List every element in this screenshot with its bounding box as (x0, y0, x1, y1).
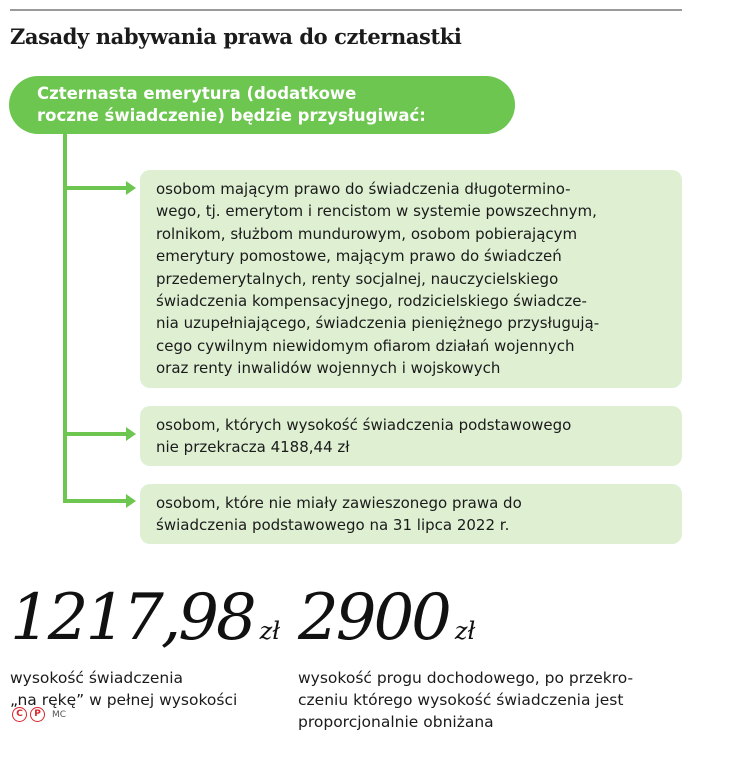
condition-line: emerytury pomostowe, mającym prawo do świadczeń (156, 247, 562, 266)
top-rule (10, 9, 682, 11)
publisher-icon: P (30, 707, 45, 722)
condition-line: świadczenia kompensacyjnego, rodzicielskiego świadcze- (156, 292, 587, 311)
connector-branch-2 (63, 432, 127, 436)
author-initials: MC (52, 709, 67, 720)
condition-line: osobom, które nie miały zawieszonego prawa do (156, 494, 522, 512)
stat-description (10, 667, 280, 711)
condition-line: osobom, których wysokość świadczenia podstawowego (156, 416, 572, 434)
connector-branch-3 (63, 499, 127, 503)
condition-line: oraz renty inwalidów wojennych i wojskowych (156, 359, 501, 378)
credits (12, 707, 66, 722)
page-title: Zasady nabywania prawa do czternastki (10, 24, 462, 49)
stat-unit: zł (454, 617, 476, 645)
condition-line: nie przekracza 4188,44 zł (156, 438, 350, 457)
stat-income-threshold (298, 581, 634, 733)
stat-benefit-amount (10, 581, 281, 711)
arrow-right-icon (126, 181, 136, 195)
condition-line: osobom mającym prawo do świadczenia długotermino- (156, 180, 571, 198)
stat-desc-line: wysokość progu dochodowego, po przekro- (298, 669, 634, 687)
header-line-2: roczne świadczenie) będzie przysługiwać: (37, 106, 426, 125)
condition-line: świadczenia podstawowego na 31 lipca 2022 r. (156, 516, 510, 535)
stat-desc-line: „na rękę” w pełnej wysokości (10, 691, 238, 709)
arrow-right-icon (126, 494, 136, 508)
header-pill (9, 76, 515, 134)
condition-line: rolnikom, służbom mundurowym, osobom pobierającym (156, 224, 578, 243)
connector-branch-1 (63, 186, 127, 190)
arrow-right-icon (126, 427, 136, 441)
copyright-icon: C (12, 707, 27, 722)
condition-line: przedemerytalnych, renty socjalnej, nauczycielskiego (156, 269, 559, 288)
condition-line: cego cywilnym niewidomym ofiarom działań wojennych (156, 336, 575, 355)
stat-desc-line: proporcjonalnie obniżana (298, 713, 494, 731)
stat-description (298, 667, 633, 733)
condition-box-3 (140, 484, 682, 544)
stat-unit: zł (259, 617, 281, 645)
stat-value: 1217,98 (10, 581, 254, 655)
stat-value: 2900 (298, 581, 449, 655)
condition-box-1 (140, 170, 682, 388)
stat-desc-line: czeniu którego wysokość świadczenia jest (298, 691, 624, 709)
condition-line: wego, tj. emerytom i rencistom w systemie powszechnym, (156, 202, 597, 221)
condition-line: nia uzupełniającego, świadczenia pieniężnego przysługują- (156, 314, 600, 333)
condition-box-2 (140, 406, 682, 466)
header-line-1: Czternasta emerytura (dodatkowe (37, 84, 357, 103)
stat-desc-line: wysokość świadczenia (10, 669, 184, 687)
